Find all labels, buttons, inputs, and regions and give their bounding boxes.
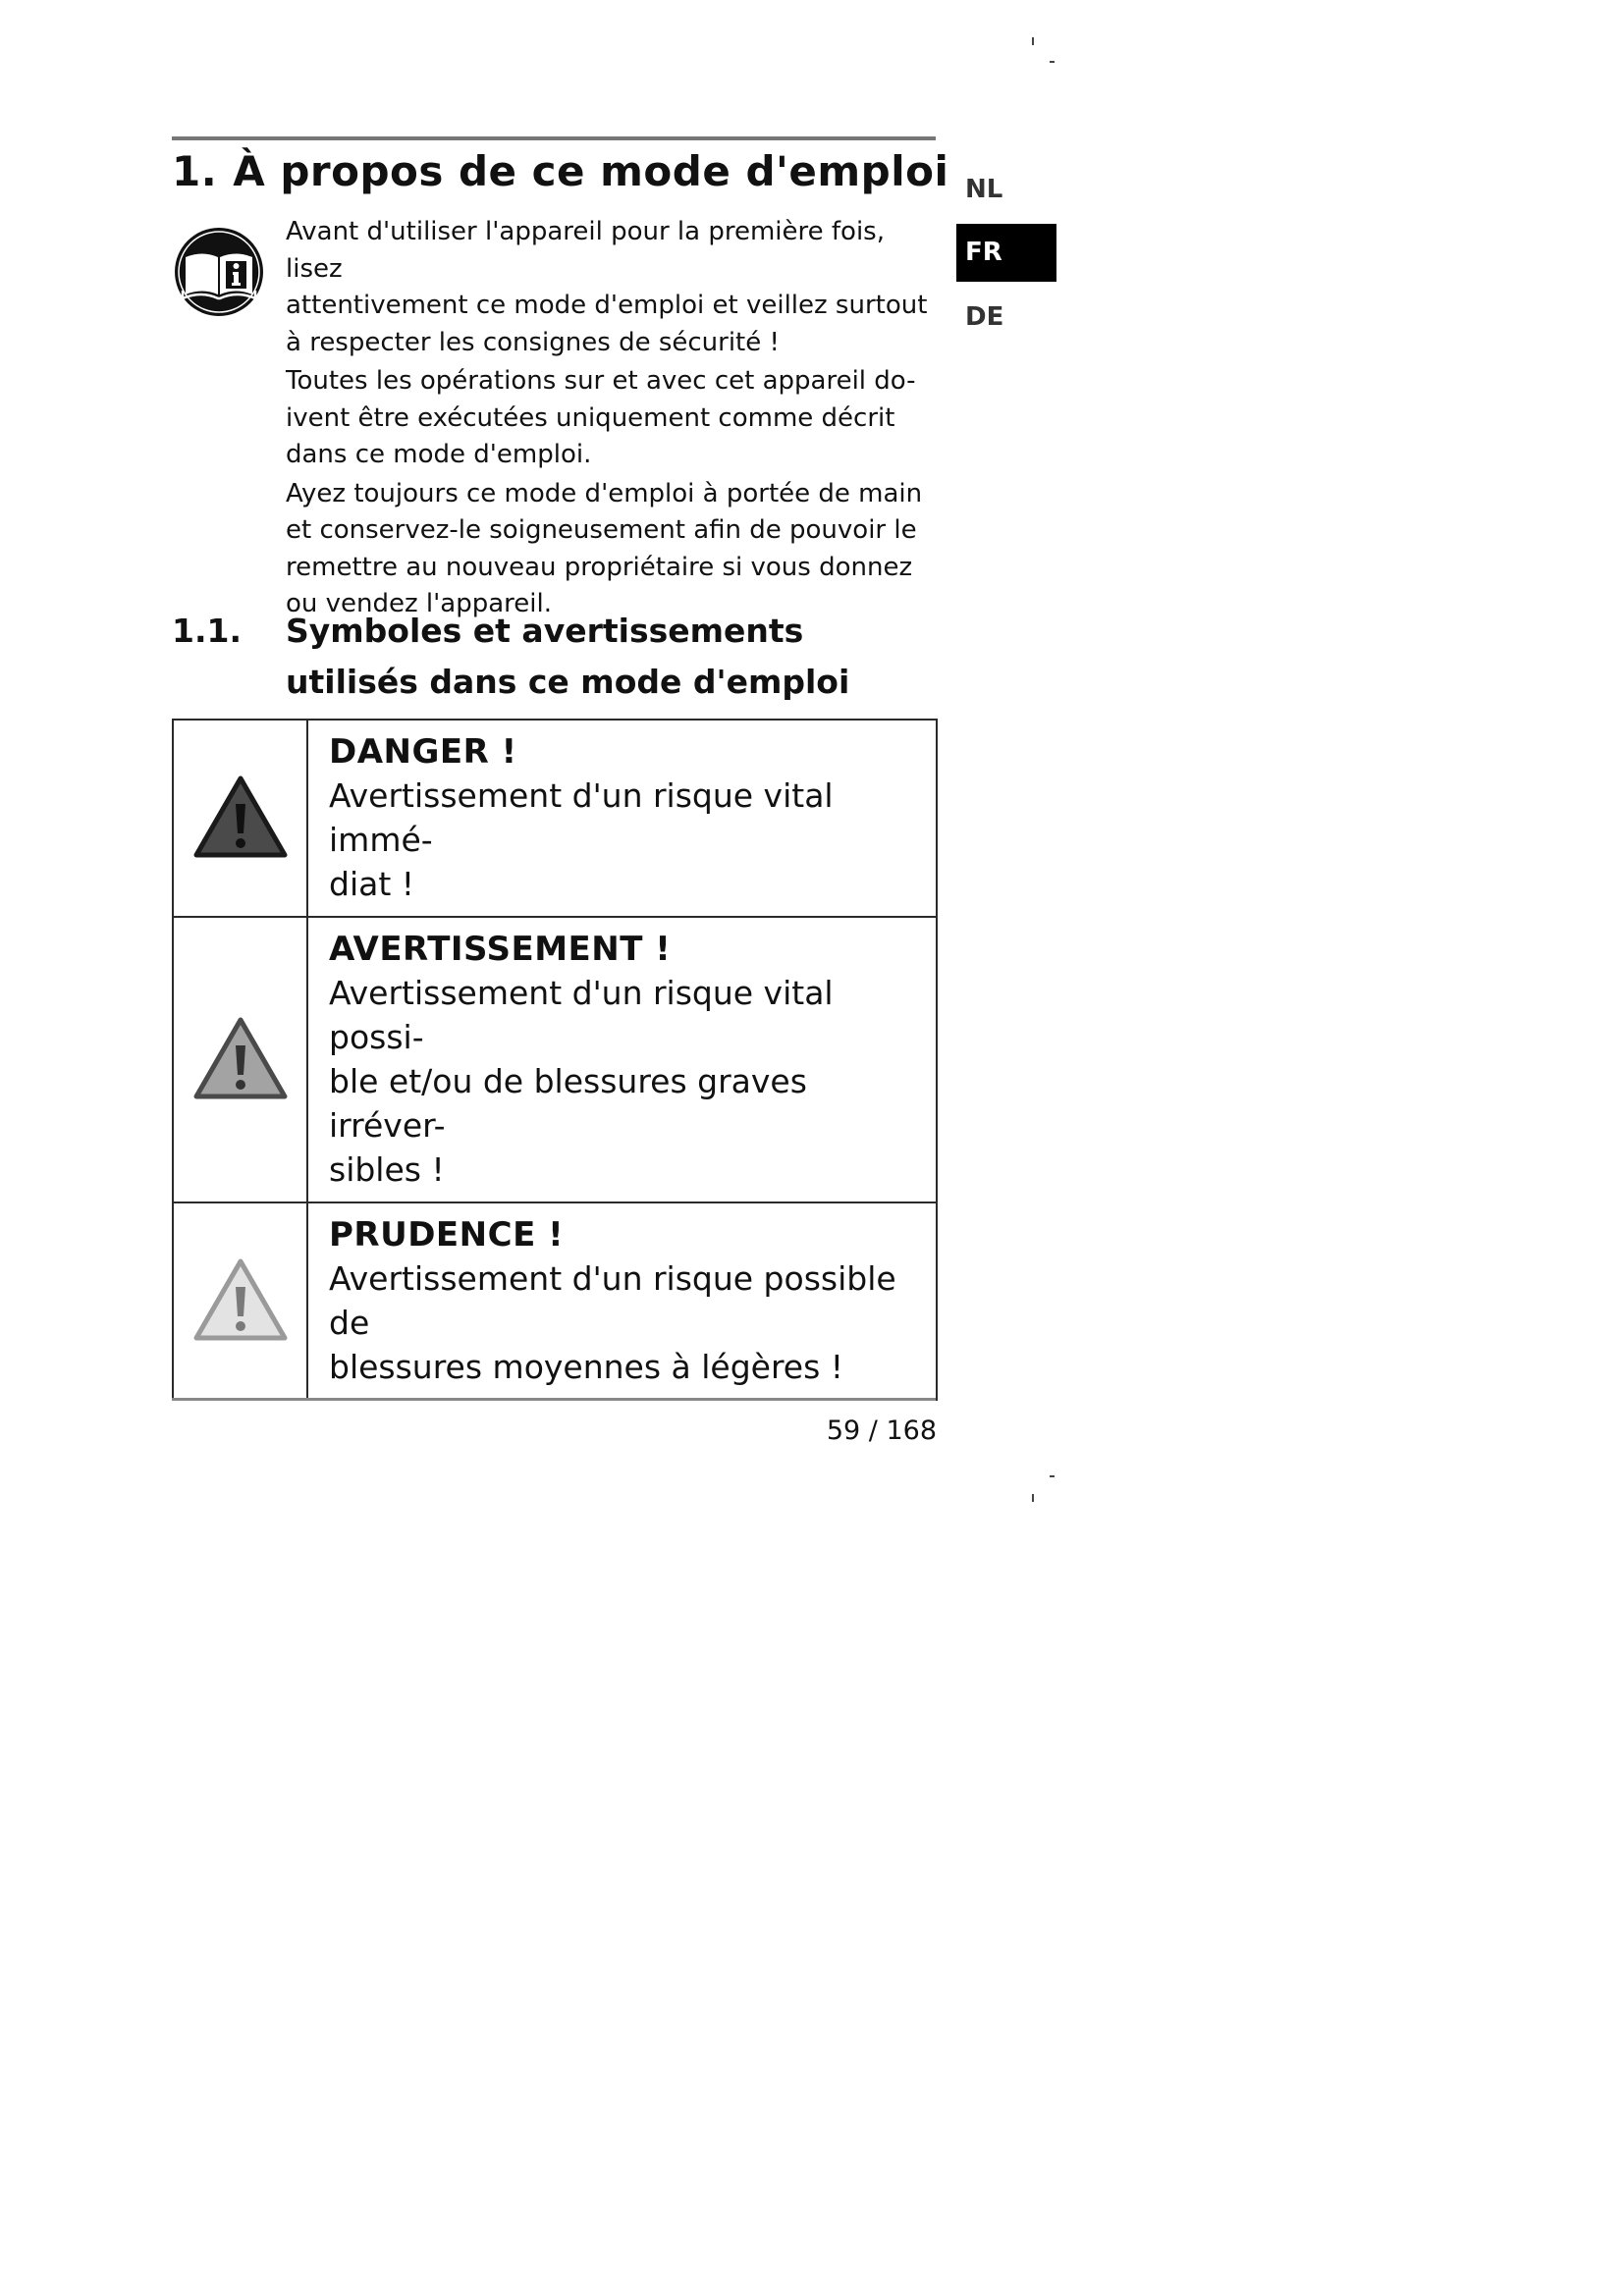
table-row bbox=[173, 720, 937, 917]
subsection-title bbox=[172, 606, 849, 708]
subsection-title-line1: Symboles et avertissements bbox=[286, 612, 804, 650]
manual-info-icon bbox=[173, 226, 265, 318]
subsection-title-line2: utilisés dans ce mode d'emploi bbox=[286, 663, 850, 701]
warning-triangle-medium-icon bbox=[191, 1014, 290, 1102]
subsection-number: 1.1. bbox=[172, 612, 242, 650]
warning-description: Avertissement d'un risque vital immé- diat ! bbox=[329, 776, 834, 903]
section-number: 1. bbox=[172, 147, 218, 195]
section-title: À propos de ce mode d'emploi bbox=[233, 147, 949, 195]
crop-mark bbox=[1050, 1475, 1055, 1477]
symbols-table bbox=[172, 719, 938, 1401]
language-tab-nl[interactable]: NL bbox=[965, 175, 1003, 204]
language-tab-de[interactable]: DE bbox=[965, 302, 1004, 332]
intro-paragraph: Avant d'utiliser l'appareil pour la première fois, lisez attentivement ce mode d'emploi et veillez surtout à respecter les consignes de sécurité ! bbox=[286, 217, 928, 357]
warning-description: Avertissement d'un risque possible de blessures moyennes à légères ! bbox=[329, 1259, 896, 1386]
table-row bbox=[173, 1202, 937, 1400]
page-number: 59 / 168 bbox=[826, 1415, 937, 1446]
warning-triangle-dark-icon bbox=[191, 773, 290, 861]
warning-label: AVERTISSEMENT ! bbox=[329, 930, 672, 969]
intro-text bbox=[286, 214, 944, 625]
symbol-text-cell bbox=[307, 720, 937, 917]
intro-paragraph: Ayez toujours ce mode d'emploi à portée de main et conservez-le soigneusement afin de pouvoir le remettre au nouveau propriétaire si vous donnez ou vendez l'appareil. bbox=[286, 478, 923, 618]
symbol-text-cell bbox=[307, 917, 937, 1202]
bottom-rule bbox=[172, 1398, 936, 1401]
intro-paragraph: Toutes les opérations sur et avec cet appareil do- ivent être exécutées uniquement comme décrit dans ce mode d'emploi. bbox=[286, 366, 916, 469]
symbol-cell bbox=[173, 917, 307, 1202]
language-tab-fr[interactable]: FR bbox=[956, 224, 1056, 282]
symbol-cell bbox=[173, 720, 307, 917]
warning-triangle-light-icon bbox=[191, 1255, 290, 1344]
crop-mark bbox=[1032, 37, 1034, 45]
warning-label: DANGER ! bbox=[329, 732, 517, 772]
warning-description: Avertissement d'un risque vital possi- ble et/ou de blessures graves irréver- sibles ! bbox=[329, 974, 834, 1189]
top-rule bbox=[172, 136, 936, 140]
table-row bbox=[173, 917, 937, 1202]
page-title bbox=[172, 147, 948, 195]
symbol-text-cell bbox=[307, 1202, 937, 1400]
warning-label: PRUDENCE ! bbox=[329, 1215, 565, 1255]
crop-mark bbox=[1050, 61, 1055, 63]
crop-mark bbox=[1032, 1494, 1034, 1502]
symbol-cell bbox=[173, 1202, 307, 1400]
